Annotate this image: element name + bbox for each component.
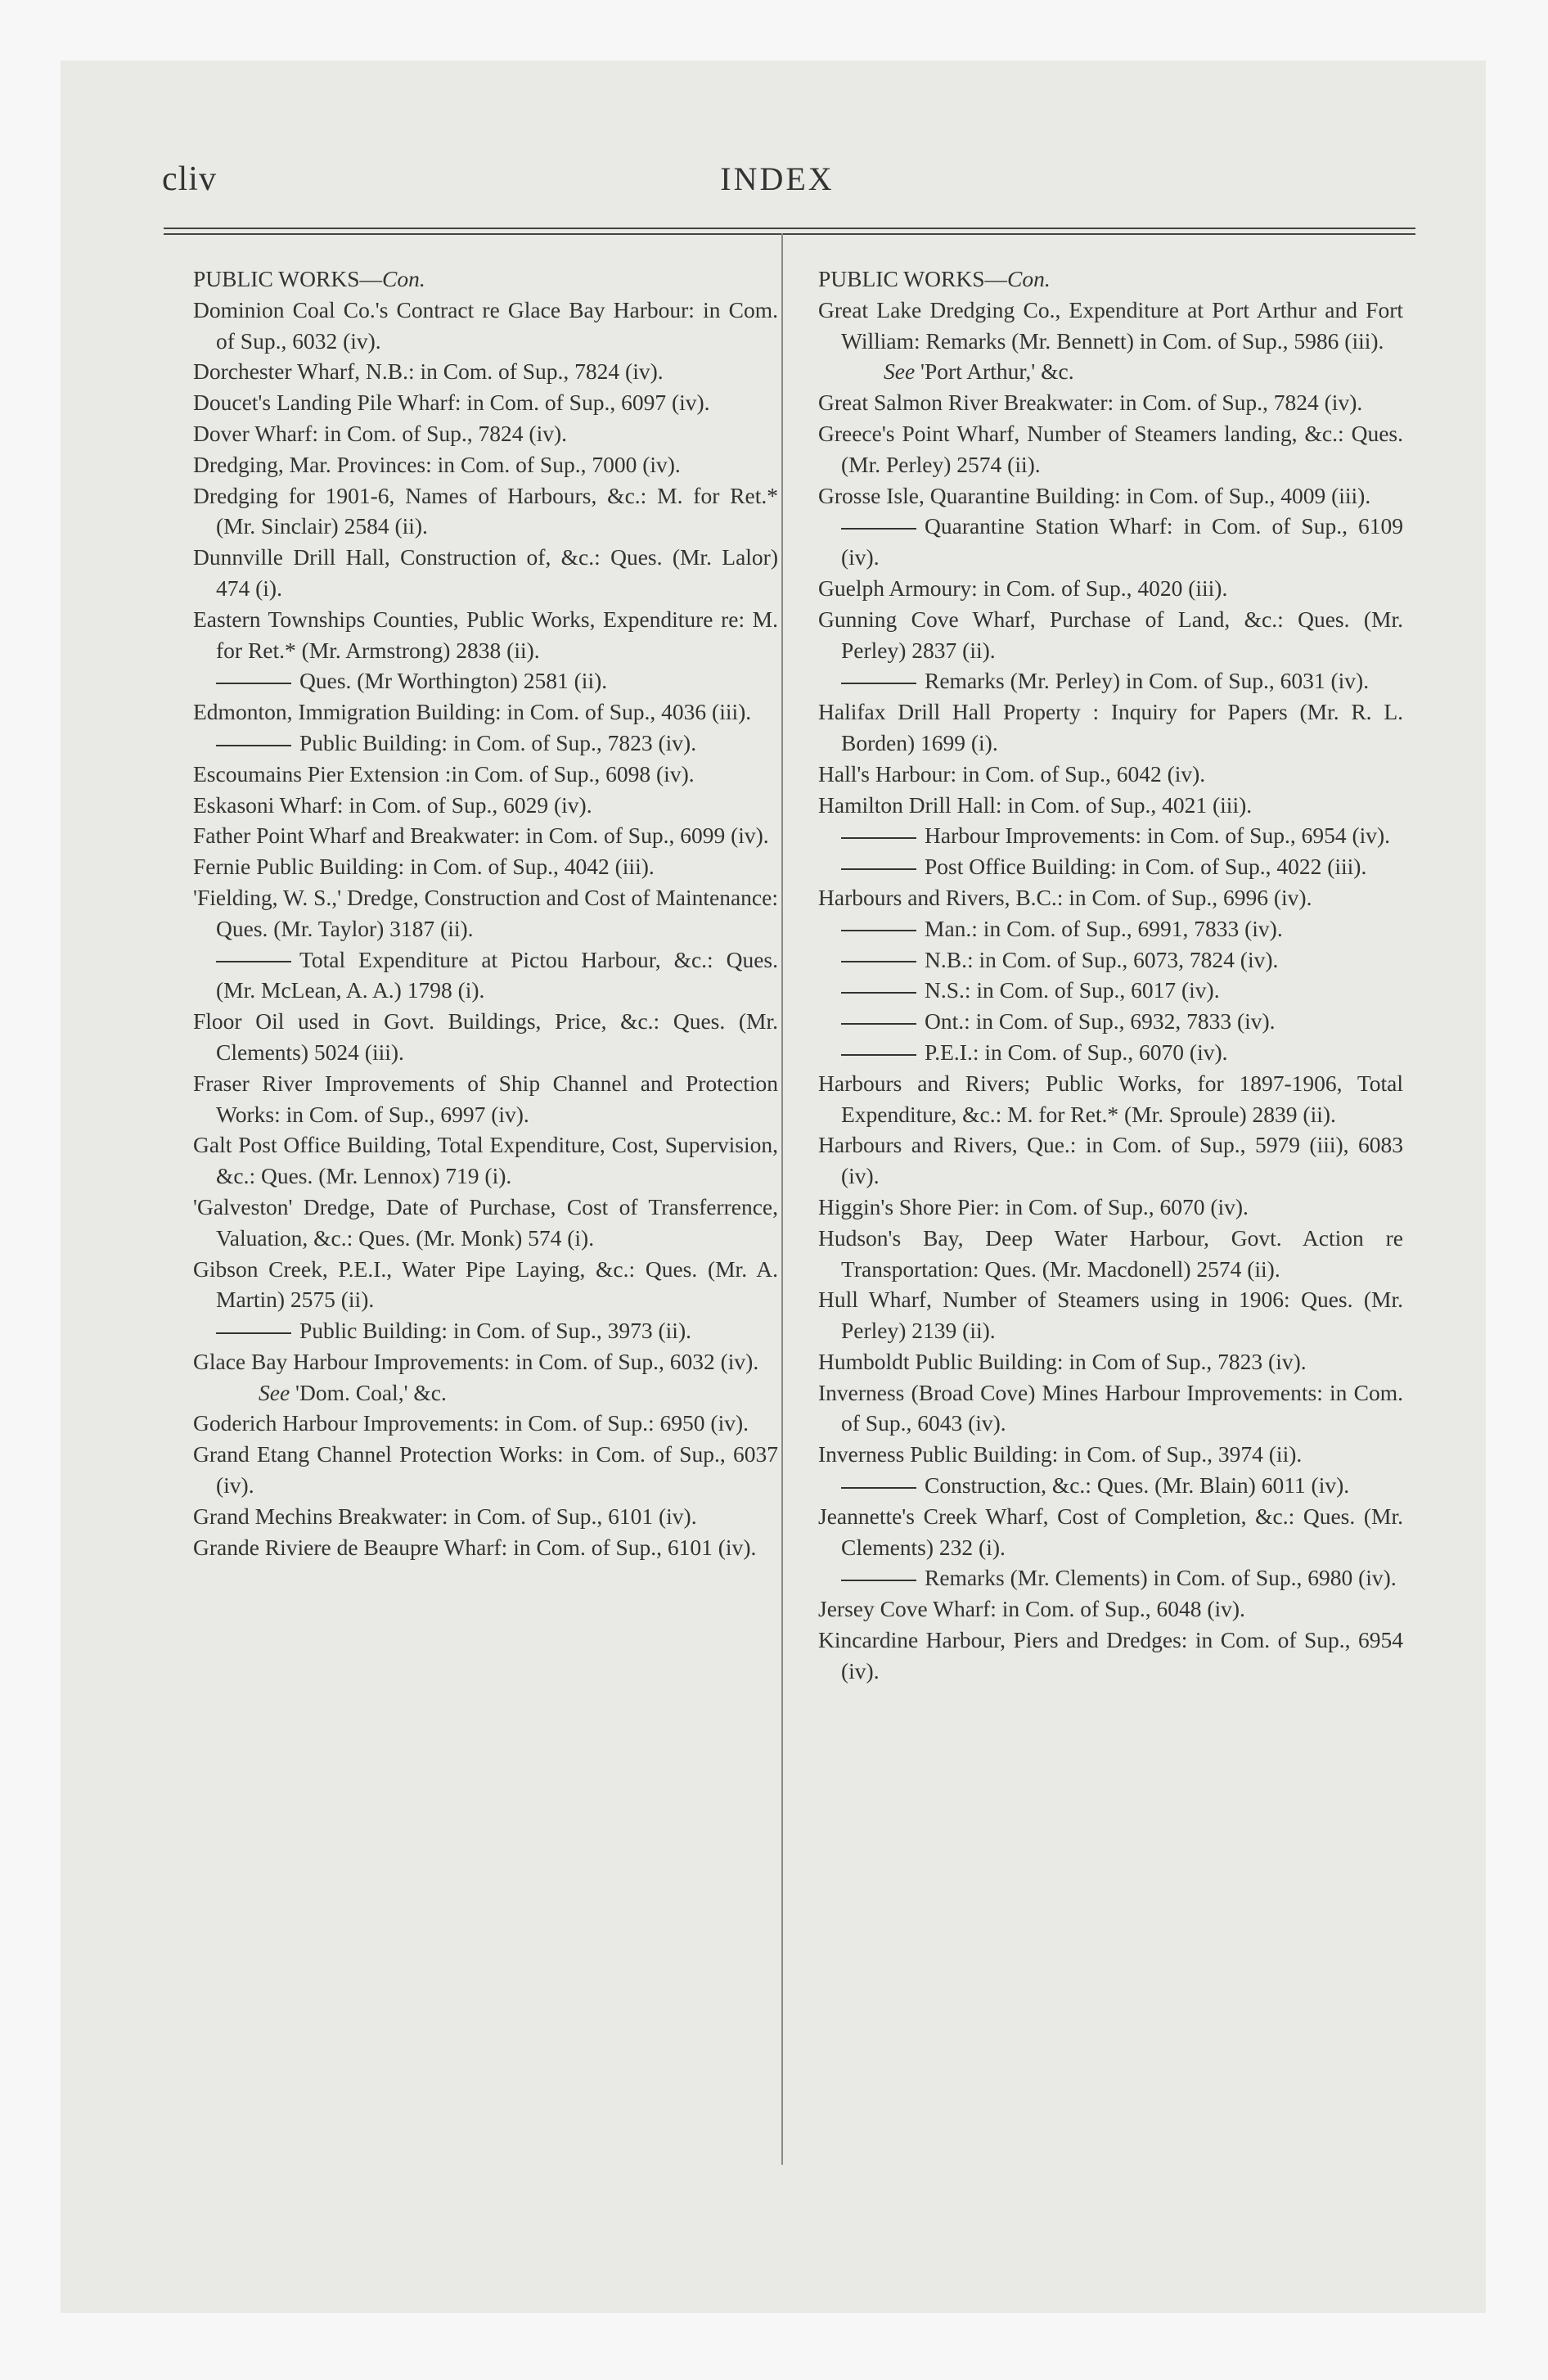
index-entry: Escoumains Pier Extension :in Com. of Sup., 6098 (iv). <box>193 760 695 787</box>
index-entry: Great Lake Dredging Co., Expenditure at Port Arthur and Fort William: Remarks (Mr. Bennett) in Com. of Sup., 5986 (iii). <box>818 296 1403 354</box>
index-entry: Father Point Wharf and Breakwater: in Com. of Sup., 6099 (iv). <box>193 823 769 849</box>
index-entry: Eskasoni Wharf: in Com. of Sup., 6029 (iv). <box>193 791 592 818</box>
index-entry: Greece's Point Wharf, Number of Steamers landing, &c.: Ques. (Mr. Perley) 2574 (ii). <box>818 420 1403 477</box>
index-subentry <box>818 1006 1403 1037</box>
repeat-dash <box>216 1332 291 1334</box>
section-heading <box>193 264 778 295</box>
index-subentry <box>818 913 1403 944</box>
index-subentry-text: N.B.: in Com. of Sup., 6073, 7824 (iv). <box>925 946 1279 972</box>
index-subentry-text: Post Office Building: in Com. of Sup., 4022 (iii). <box>925 854 1367 880</box>
index-entry: Hull Wharf, Number of Steamers using in 1906: Ques. (Mr. Perley) 2139 (ii). <box>818 1287 1403 1344</box>
page-number: cliv <box>162 160 217 198</box>
index-subentry <box>193 728 778 759</box>
index-subentry-text: Quarantine Station Wharf: in Com. of Sup., 6109 (iv). <box>841 513 1403 570</box>
repeat-dash <box>841 930 916 931</box>
see-label: See <box>259 1379 290 1405</box>
index-entry: Goderich Harbour Improvements: in Com. of Sup.: 6950 (iv). <box>193 1410 749 1436</box>
column-divider <box>781 233 783 2165</box>
index-entry: Gibson Creek, P.E.I., Water Pipe Laying, &c.: Ques. (Mr. A. Martin) 2575 (ii). <box>193 1255 778 1313</box>
index-subentry-text: N.S.: in Com. of Sup., 6017 (iv). <box>925 977 1220 1003</box>
index-entry: Great Salmon River Breakwater: in Com. of Sup., 7824 (iv). <box>818 390 1363 416</box>
index-entry: Dunnville Drill Hall, Construction of, &c.: Ques. (Mr. Lalor) 474 (i). <box>193 544 778 601</box>
index-subentry <box>818 1562 1403 1593</box>
index-entry: 'Fielding, W. S.,' Dredge, Construction and Cost of Maintenance: Ques. (Mr. Taylor) 3187 (ii). <box>193 884 778 941</box>
repeat-dash <box>841 992 916 994</box>
index-subentry <box>818 511 1403 573</box>
index-subentry-text: P.E.I.: in Com. of Sup., 6070 (iv). <box>925 1039 1228 1065</box>
repeat-dash <box>216 961 291 962</box>
index-entry: Guelph Armoury: in Com. of Sup., 4020 (iii). <box>818 575 1228 601</box>
index-entry: Hamilton Drill Hall: in Com. of Sup., 4021 (iii). <box>818 791 1253 818</box>
index-subentry <box>818 665 1403 696</box>
section-heading-continued: Con. <box>1006 266 1051 291</box>
index-subentry <box>818 1470 1403 1501</box>
index-entry: 'Galveston' Dredge, Date of Purchase, Cost of Transferrence, Valuation, &c.: Ques. (Mr. Monk) 574 (i). <box>193 1193 778 1251</box>
index-entry: Kincardine Harbour, Piers and Dredges: in Com. of Sup., 6954 (iv). <box>818 1627 1403 1684</box>
index-entry: Grand Mechins Breakwater: in Com. of Sup., 6101 (iv). <box>193 1503 697 1529</box>
index-column-left <box>193 264 778 1562</box>
index-subentry <box>193 1315 778 1346</box>
index-subentry <box>193 665 778 696</box>
index-subentry <box>818 975 1403 1006</box>
section-heading-text: PUBLIC WORKS— <box>193 266 382 291</box>
index-column-right <box>818 264 1403 1687</box>
index-entry: Floor Oil used in Govt. Buildings, Price, &c.: Ques. (Mr. Clements) 5024 (iii). <box>193 1008 778 1065</box>
index-subentry <box>818 1037 1403 1068</box>
index-entry: Galt Post Office Building, Total Expenditure, Cost, Supervision, &c.: Ques. (Mr. Lennox) 719 (i). <box>193 1132 778 1189</box>
index-entry: Eastern Townships Counties, Public Works, Expenditure re: M. for Ret.* (Mr. Armstrong) 2838 (ii). <box>193 606 778 663</box>
running-head: INDEX <box>720 160 835 197</box>
index-entry: Dover Wharf: in Com. of Sup., 7824 (iv). <box>193 420 567 446</box>
repeat-dash <box>841 868 916 870</box>
index-entry: Humboldt Public Building: in Com of Sup., 7823 (iv). <box>818 1348 1307 1374</box>
repeat-dash <box>841 837 916 839</box>
index-entry: Harbours and Rivers; Public Works, for 1897-1906, Total Expenditure, &c.: M. for Ret.* (Mr. Sproule) 2839 (ii). <box>818 1070 1403 1127</box>
repeat-dash <box>841 528 916 530</box>
index-entry: Glace Bay Harbour Improvements: in Com. of Sup., 6032 (iv). <box>193 1348 759 1374</box>
repeat-dash <box>216 745 291 746</box>
index-entry: Grande Riviere de Beaupre Wharf: in Com. of Sup., 6101 (iv). <box>193 1534 757 1560</box>
section-heading-continued: Con. <box>381 266 425 291</box>
index-subentry-text: Construction, &c.: Ques. (Mr. Blain) 6011 (iv). <box>925 1472 1350 1499</box>
see-target: 'Dom. Coal,' &c. <box>295 1379 447 1405</box>
section-heading <box>818 264 1403 295</box>
see-target: 'Port Arthur,' &c. <box>920 358 1074 385</box>
index-entry: Dredging for 1901-6, Names of Harbours, &c.: M. for Ret.* (Mr. Sinclair) 2584 (ii). <box>193 482 778 539</box>
index-entry: Dorchester Wharf, N.B.: in Com. of Sup., 7824 (iv). <box>193 358 664 385</box>
index-entry: Edmonton, Immigration Building: in Com. of Sup., 4036 (iii). <box>193 699 752 725</box>
index-entry: Gunning Cove Wharf, Purchase of Land, &c.: Ques. (Mr. Perley) 2837 (ii). <box>818 606 1403 663</box>
index-entry: Higgin's Shore Pier: in Com. of Sup., 6070 (iv). <box>818 1193 1249 1219</box>
repeat-dash <box>841 961 916 962</box>
index-entry: Harbours and Rivers, B.C.: in Com. of Sup., 6996 (iv). <box>818 884 1312 910</box>
index-entry: Hall's Harbour: in Com. of Sup., 6042 (iv). <box>818 760 1206 787</box>
index-entry: Fraser River Improvements of Ship Channel and Protection Works: in Com. of Sup., 6997 (iv). <box>193 1070 778 1127</box>
index-subentry-text: Ont.: in Com. of Sup., 6932, 7833 (iv). <box>925 1008 1276 1034</box>
index-subentry-text: Public Building: in Com. of Sup., 7823 (iv). <box>299 729 697 755</box>
index-subentry <box>818 944 1403 976</box>
section-heading-text: PUBLIC WORKS— <box>818 266 1007 291</box>
index-entry: Grosse Isle, Quarantine Building: in Com. of Sup., 4009 (iii). <box>818 482 1371 508</box>
index-subentry-text: Remarks (Mr. Perley) in Com. of Sup., 6031 (iv). <box>925 668 1370 694</box>
index-entry: Jersey Cove Wharf: in Com. of Sup., 6048 (iv). <box>818 1596 1245 1622</box>
index-entry: Inverness (Broad Cove) Mines Harbour Improvements: in Com. of Sup., 6043 (iv). <box>818 1379 1403 1436</box>
index-subentry-text: Ques. (Mr Worthington) 2581 (ii). <box>299 668 608 694</box>
index-subentry <box>818 851 1403 882</box>
index-subentry-text: Public Building: in Com. of Sup., 3973 (ii). <box>299 1318 691 1344</box>
index-entry: Jeannette's Creek Wharf, Cost of Completion, &c.: Ques. (Mr. Clements) 232 (i). <box>818 1503 1403 1560</box>
see-reference <box>818 356 1403 387</box>
index-subentry-text: Harbour Improvements: in Com. of Sup., 6954 (iv). <box>925 823 1391 849</box>
index-entry: Grand Etang Channel Protection Works: in Com. of Sup., 6037 (iv). <box>193 1441 778 1499</box>
index-entry: Dominion Coal Co.'s Contract re Glace Bay Harbour: in Com. of Sup., 6032 (iv). <box>193 296 778 354</box>
index-entry: Doucet's Landing Pile Wharf: in Com. of Sup., 6097 (iv). <box>193 390 710 416</box>
header-rule <box>164 228 1415 235</box>
repeat-dash <box>841 1487 916 1489</box>
index-subentry <box>193 944 778 1007</box>
index-entry: Inverness Public Building: in Com. of Sup., 3974 (ii). <box>818 1441 1303 1467</box>
index-entry: Dredging, Mar. Provinces: in Com. of Sup., 7000 (iv). <box>193 451 681 477</box>
index-subentry <box>818 820 1403 851</box>
repeat-dash <box>841 1580 916 1581</box>
see-label: See <box>884 358 916 385</box>
index-entry: Fernie Public Building: in Com. of Sup., 4042 (iii). <box>193 854 655 880</box>
index-entry: Halifax Drill Hall Property : Inquiry for Papers (Mr. R. L. Borden) 1699 (i). <box>818 699 1403 755</box>
index-subentry-text: Remarks (Mr. Clements) in Com. of Sup., 6980 (iv). <box>925 1565 1397 1591</box>
index-entry: Harbours and Rivers, Que.: in Com. of Sup., 5979 (iii), 6083 (iv). <box>818 1132 1403 1189</box>
index-entry: Hudson's Bay, Deep Water Harbour, Govt. Action re Transportation: Ques. (Mr. Macdonell) 2574 (ii). <box>818 1224 1403 1282</box>
see-reference <box>193 1377 778 1409</box>
repeat-dash <box>841 1054 916 1056</box>
repeat-dash <box>841 1023 916 1025</box>
repeat-dash <box>841 683 916 684</box>
index-subentry-text: Total Expenditure at Pictou Harbour, &c.: Ques. (Mr. McLean, A. A.) 1798 (i). <box>216 946 778 1003</box>
index-subentry-text: Man.: in Com. of Sup., 6991, 7833 (iv). <box>925 915 1283 941</box>
repeat-dash <box>216 683 291 684</box>
